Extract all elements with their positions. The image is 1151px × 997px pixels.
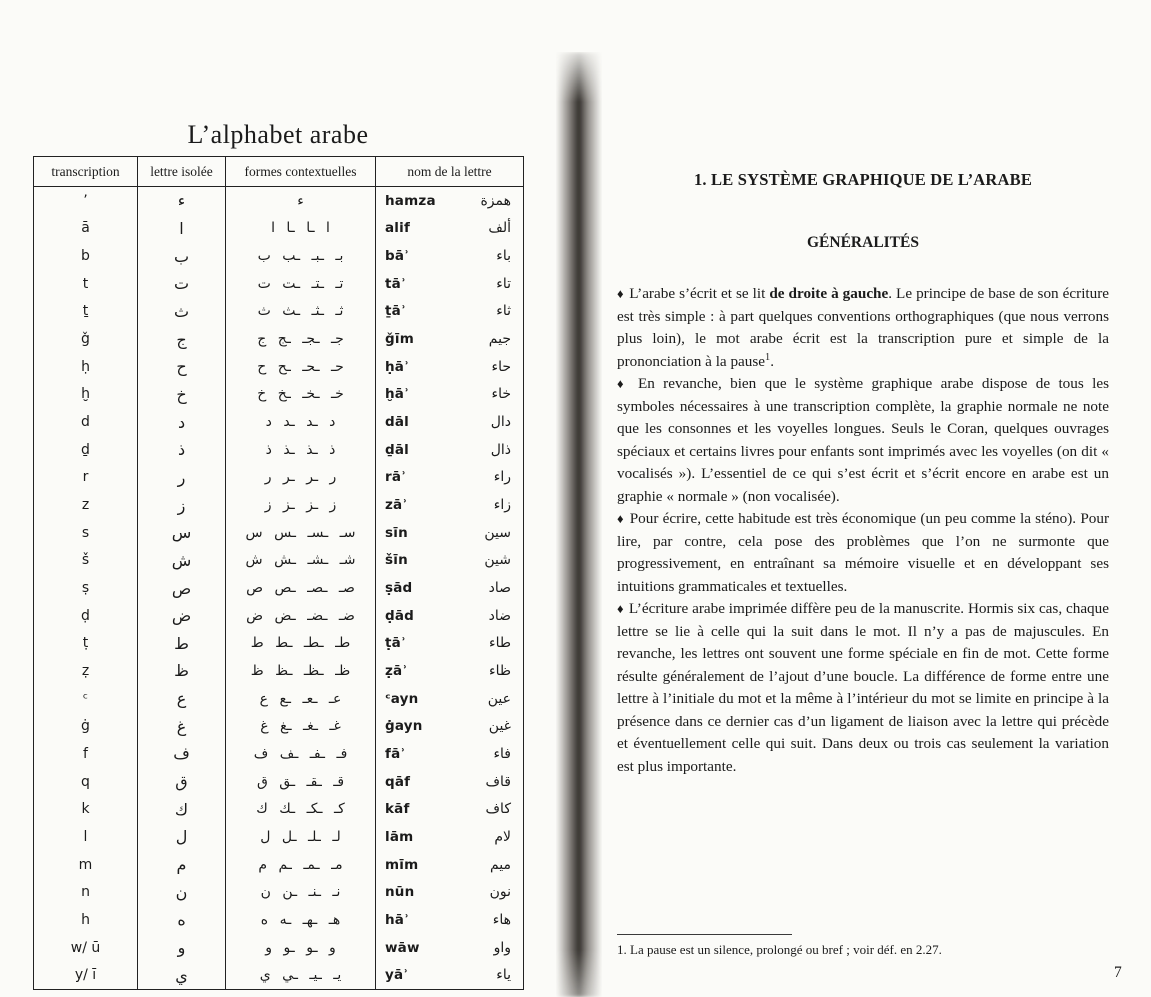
contextual-forms-cell: ظـ ـظـ ـظ ظ (226, 657, 376, 685)
letter-name-cell (376, 878, 523, 906)
table-row (34, 242, 523, 270)
letter-name-cell (376, 325, 523, 353)
contextual-forms-cell: سـ ـسـ ـس س (226, 519, 376, 547)
letter-name-latin: ḥāʾ (385, 358, 410, 375)
isolated-letter-cell: ك (138, 795, 226, 823)
contextual-forms-cell: تـ ـتـ ـت ت (226, 270, 376, 298)
transcription-cell: ẓ (34, 657, 138, 685)
letter-name-cell (376, 547, 523, 575)
table-row (34, 298, 523, 326)
letter-name-arabic: لام (494, 828, 511, 845)
page-number: 7 (1114, 964, 1122, 981)
isolated-letter-cell: د (138, 408, 226, 436)
transcription-cell: h (34, 906, 138, 934)
table-header-row (34, 157, 523, 187)
isolated-letter-cell: و (138, 934, 226, 962)
letter-name-cell (376, 768, 523, 796)
letter-name-latin: kāf (385, 801, 410, 818)
table-row (34, 630, 523, 658)
transcription-cell: ġ (34, 712, 138, 740)
letter-name-arabic: زاء (493, 497, 511, 514)
transcription-cell: ᶜ (34, 685, 138, 713)
header-formes-contextuelles: formes contextuelles (226, 157, 376, 186)
footnote-reference: 1 (765, 351, 771, 363)
isolated-letter-cell: ف (138, 740, 226, 768)
letter-name-latin: mīm (385, 856, 419, 873)
table-row (34, 657, 523, 685)
letter-name-latin: ṣād (385, 580, 413, 597)
transcription-cell: ḥ (34, 353, 138, 381)
table-row (34, 823, 523, 851)
letter-name-cell (376, 657, 523, 685)
isolated-letter-cell: ن (138, 878, 226, 906)
letter-name-arabic: ثاء (496, 303, 511, 320)
letter-name-latin: fāʾ (385, 745, 406, 762)
transcription-cell: l (34, 823, 138, 851)
transcription-cell: b (34, 242, 138, 270)
letter-name-cell (376, 630, 523, 658)
table-row (34, 215, 523, 243)
letter-name-cell (376, 934, 523, 962)
letter-name-cell (376, 381, 523, 409)
letter-name-latin: ḍād (385, 607, 415, 624)
text-segment: En revanche, bien que le système graphique arabe dispose de tous les symboles nécessaires à une transcription complète, la graphie normale ne note que les consonnes et les voyelles longues. Seuls le Coran, quelques ouvrages spéciaux et certains livres pour enfants sont imprimés avec les voyelles (on dit « vocalisés »). L’essentiel de ce qui s’est écrit et s’écrit encore en arabe est un graphie « normale » (non vocalisée). (617, 375, 1110, 505)
isolated-letter-cell: م (138, 851, 226, 879)
alphabet-table (33, 156, 524, 990)
letter-name-cell (376, 215, 523, 243)
table-row (34, 353, 523, 381)
transcription-cell: w/ ū (34, 934, 138, 962)
transcription-cell: s (34, 519, 138, 547)
letter-name-arabic: دال (490, 414, 511, 431)
isolated-letter-cell: س (138, 519, 226, 547)
header-transcription: transcription (34, 157, 138, 186)
isolated-letter-cell: ت (138, 270, 226, 298)
table-row (34, 961, 523, 989)
letter-name-latin: bāʾ (385, 248, 410, 265)
transcription-cell: z (34, 491, 138, 519)
text-segment: L’écriture arabe imprimée diffère peu de la manuscrite. Hormis six cas, chaque lettre se lie à celle qui la suit dans le mot. Il n’y a pas de majuscules. En revanche, les lettres ont souvent une forme spéciale en fin de mot. Cette forme résulte généralement de l’ajout d’une boucle. La différence de forme entre une lettre à l’initiale du mot et la même à l’intérieur du mot se limite en principe à la présence dans ce dernier cas d’un ligament de liaison avec la lettre qui précède et éventuellement celle qui suit. Dans deux ou trois cas seulement la variation est plus importante. (617, 600, 1109, 775)
isolated-letter-cell: ط (138, 630, 226, 658)
diamond-bullet-icon: ♦ (617, 376, 636, 391)
letter-name-arabic: سين (484, 524, 511, 541)
contextual-forms-cell: عـ ـعـ ـع ع (226, 685, 376, 713)
table-row (34, 685, 523, 713)
letter-name-latin: rāʾ (385, 469, 407, 486)
transcription-cell: f (34, 740, 138, 768)
isolated-letter-cell: ظ (138, 657, 226, 685)
table-row (34, 740, 523, 768)
letter-name-cell (376, 712, 523, 740)
footnote-block (617, 934, 1107, 958)
isolated-letter-cell: ذ (138, 436, 226, 464)
contextual-forms-cell: جـ ـجـ ـج ج (226, 325, 376, 353)
letter-name-latin: sīn (385, 524, 408, 541)
letter-name-arabic: ألف (488, 220, 511, 237)
letter-name-arabic: هاء (492, 911, 511, 928)
letter-name-arabic: عين (487, 690, 511, 707)
letter-name-latin: wāw (385, 939, 420, 956)
contextual-forms-cell: صـ ـصـ ـص ص (226, 574, 376, 602)
letter-name-arabic: ميم (489, 856, 511, 873)
letter-name-cell (376, 187, 523, 215)
alphabet-table-body (34, 187, 523, 989)
letter-name-latin: dāl (385, 414, 410, 431)
letter-name-arabic: واو (493, 939, 511, 956)
isolated-letter-cell: ج (138, 325, 226, 353)
table-row (34, 851, 523, 879)
transcription-cell: ā (34, 215, 138, 243)
letter-name-latin: lām (385, 828, 414, 845)
contextual-forms-cell: نـ ـنـ ـن ن (226, 878, 376, 906)
transcription-cell: š (34, 547, 138, 575)
letter-name-cell (376, 961, 523, 989)
letter-name-arabic: ظاء (489, 662, 511, 679)
letter-name-arabic: راء (493, 469, 511, 486)
contextual-forms-cell: قـ ـقـ ـق ق (226, 768, 376, 796)
section-heading: GÉNÉRALITÉS (807, 234, 919, 251)
contextual-forms-cell: و ـو ـو و (226, 934, 376, 962)
letter-name-latin: ġayn (385, 718, 423, 735)
isolated-letter-cell: ق (138, 768, 226, 796)
letter-name-cell (376, 740, 523, 768)
contextual-forms-cell: فـ ـفـ ـف ف (226, 740, 376, 768)
letter-name-cell (376, 353, 523, 381)
letter-name-cell (376, 270, 523, 298)
letter-name-latin: ḏāl (385, 441, 410, 458)
transcription-cell: m (34, 851, 138, 879)
letter-name-cell (376, 602, 523, 630)
contextual-forms-cell: هـ ـهـ ـه ه (226, 906, 376, 934)
contextual-forms-cell: د ـد ـد د (226, 408, 376, 436)
letter-name-arabic: فاء (493, 745, 511, 762)
letter-name-latin: nūn (385, 884, 415, 901)
contextual-forms-cell: ثـ ـثـ ـث ث (226, 298, 376, 326)
isolated-letter-cell: ص (138, 574, 226, 602)
contextual-forms-cell: يـ ـيـ ـي ي (226, 961, 376, 989)
letter-name-arabic: حاء (491, 358, 511, 375)
text-segment: de droite à gauche (769, 285, 889, 302)
isolated-letter-cell: ش (138, 547, 226, 575)
isolated-letter-cell: غ (138, 712, 226, 740)
text-segment: Pour écrire, cette habitude est très économique (un peu comme la sténo). Pour lire, par contre, cela pose des problèmes que l’on ne surmonte que progressivement, en entraînant sa mémoire visuelle et en développant ses intuitions grammaticales et textuelles. (617, 510, 1110, 595)
table-row (34, 491, 523, 519)
letter-name-cell (376, 795, 523, 823)
letter-name-arabic: نون (489, 884, 511, 901)
transcription-cell: ḫ (34, 381, 138, 409)
transcription-cell: n (34, 878, 138, 906)
letter-name-arabic: طاء (489, 635, 511, 652)
table-row (34, 712, 523, 740)
contextual-forms-cell: بـ ـبـ ـب ب (226, 242, 376, 270)
transcription-cell: ṯ (34, 298, 138, 326)
letter-name-latin: ᶜayn (385, 690, 419, 707)
paragraph (617, 283, 1109, 373)
text-segment: L’arabe s’écrit et se lit (629, 285, 770, 302)
letter-name-arabic: خاء (491, 386, 511, 403)
isolated-letter-cell: ض (138, 602, 226, 630)
letter-name-latin: tāʾ (385, 275, 407, 292)
letter-name-latin: šīn (385, 552, 408, 569)
table-row (34, 436, 523, 464)
letter-name-latin: ǧīm (385, 331, 414, 348)
table-row (34, 464, 523, 492)
letter-name-cell (376, 298, 523, 326)
contextual-forms-cell: ا ـا ـا ا (226, 215, 376, 243)
contextual-forms-cell: غـ ـغـ ـغ غ (226, 712, 376, 740)
isolated-letter-cell: ل (138, 823, 226, 851)
letter-name-arabic: كاف (485, 801, 511, 818)
letter-name-latin: yāʾ (385, 967, 409, 984)
diamond-bullet-icon: ♦ (617, 601, 627, 616)
letter-name-cell (376, 823, 523, 851)
right-page (617, 170, 1109, 778)
transcription-cell: ḍ (34, 602, 138, 630)
letter-name-latin: hamza (385, 192, 436, 209)
letter-name-arabic: جيم (488, 331, 511, 348)
letter-name-arabic: باء (496, 248, 511, 265)
contextual-forms-cell: مـ ـمـ ـم م (226, 851, 376, 879)
letter-name-latin: ṭāʾ (385, 635, 407, 652)
letter-name-arabic: قاف (485, 773, 511, 790)
contextual-forms-cell: ضـ ـضـ ـض ض (226, 602, 376, 630)
letter-name-arabic: همزة (480, 192, 511, 209)
letter-name-latin: ḫāʾ (385, 386, 410, 403)
letter-name-arabic: ذال (490, 441, 511, 458)
letter-name-latin: ẓāʾ (385, 662, 408, 679)
isolated-letter-cell: ز (138, 491, 226, 519)
isolated-letter-cell: ي (138, 961, 226, 989)
table-row (34, 187, 523, 215)
transcription-cell: ’ (34, 187, 138, 215)
letter-name-cell (376, 408, 523, 436)
letter-name-arabic: تاء (496, 275, 511, 292)
letter-name-latin: ṯāʾ (385, 303, 407, 320)
letter-name-cell (376, 436, 523, 464)
contextual-forms-cell: ذ ـذ ـذ ذ (226, 436, 376, 464)
isolated-letter-cell: ث (138, 298, 226, 326)
table-row (34, 547, 523, 575)
table-row (34, 381, 523, 409)
letter-name-arabic: شين (484, 552, 511, 569)
paragraph (617, 508, 1109, 598)
chapter-heading: 1. LE SYSTÈME GRAPHIQUE DE L’ARABE (693, 170, 1033, 189)
letter-name-latin: hāʾ (385, 911, 410, 928)
contextual-forms-cell: لـ ـلـ ـل ل (226, 823, 376, 851)
diamond-bullet-icon: ♦ (617, 286, 628, 301)
letter-name-arabic: ضاد (488, 607, 511, 624)
contextual-forms-cell: ء (226, 187, 376, 215)
contextual-forms-cell: طـ ـطـ ـط ط (226, 630, 376, 658)
paragraph (617, 598, 1109, 778)
table-row (34, 878, 523, 906)
table-row (34, 768, 523, 796)
contextual-forms-cell: كـ ـكـ ـك ك (226, 795, 376, 823)
text-segment: . (770, 352, 774, 370)
text-segment: . Le principe de base de son écriture est très simple : à part quelques conventions orthographiques (que nous verrons plus loin), le mot arabe écrit est la transcription pure et simple de la prononciation à la pause (617, 285, 1110, 370)
paragraphs (617, 283, 1109, 778)
paragraph (617, 373, 1109, 508)
header-nom-de-la-lettre: nom de la lettre (407, 163, 492, 179)
isolated-letter-cell: ا (138, 215, 226, 243)
alphabet-title: L’alphabet arabe (187, 120, 369, 149)
isolated-letter-cell: ح (138, 353, 226, 381)
letter-name-cell (376, 685, 523, 713)
footnote-text: 1. La pause est un silence, prolongé ou bref ; voir déf. en 2.27. (617, 942, 942, 957)
letter-name-cell (376, 906, 523, 934)
transcription-cell: ṣ (34, 574, 138, 602)
letter-name-latin: zāʾ (385, 497, 408, 514)
isolated-letter-cell: ر (138, 464, 226, 492)
contextual-forms-cell: ر ـر ـر ر (226, 464, 376, 492)
letter-name-arabic: ياء (496, 967, 511, 984)
isolated-letter-cell: ء (138, 187, 226, 215)
contextual-forms-cell: ز ـز ـز ز (226, 491, 376, 519)
letter-name-cell (376, 491, 523, 519)
book-spine-shadow (556, 52, 602, 997)
table-row (34, 325, 523, 353)
letter-name-cell (376, 519, 523, 547)
diamond-bullet-icon: ♦ (617, 511, 628, 526)
letter-name-latin: qāf (385, 773, 411, 790)
letter-name-arabic: صاد (488, 580, 511, 597)
table-row (34, 574, 523, 602)
letter-name-cell (376, 464, 523, 492)
isolated-letter-cell: ع (138, 685, 226, 713)
table-row (34, 906, 523, 934)
table-row (34, 602, 523, 630)
letter-name-cell (376, 851, 523, 879)
contextual-forms-cell: خـ ـخـ ـخ خ (226, 381, 376, 409)
transcription-cell: q (34, 768, 138, 796)
transcription-cell: ǧ (34, 325, 138, 353)
table-row (34, 795, 523, 823)
footnote-rule (617, 934, 792, 935)
letter-name-cell (376, 574, 523, 602)
letter-name-latin: alif (385, 220, 411, 237)
transcription-cell: y/ ī (34, 961, 138, 989)
transcription-cell: ḏ (34, 436, 138, 464)
letter-name-cell (376, 242, 523, 270)
table-row (34, 934, 523, 962)
transcription-cell: r (34, 464, 138, 492)
contextual-forms-cell: حـ ـحـ ـح ح (226, 353, 376, 381)
table-row (34, 519, 523, 547)
isolated-letter-cell: ه (138, 906, 226, 934)
letter-name-arabic: غين (488, 718, 511, 735)
transcription-cell: ṭ (34, 630, 138, 658)
transcription-cell: t (34, 270, 138, 298)
isolated-letter-cell: خ (138, 381, 226, 409)
header-lettre-isolee: lettre isolée (138, 157, 226, 186)
contextual-forms-cell: شـ ـشـ ـش ش (226, 547, 376, 575)
table-row (34, 408, 523, 436)
transcription-cell: k (34, 795, 138, 823)
transcription-cell: d (34, 408, 138, 436)
isolated-letter-cell: ب (138, 242, 226, 270)
table-row (34, 270, 523, 298)
